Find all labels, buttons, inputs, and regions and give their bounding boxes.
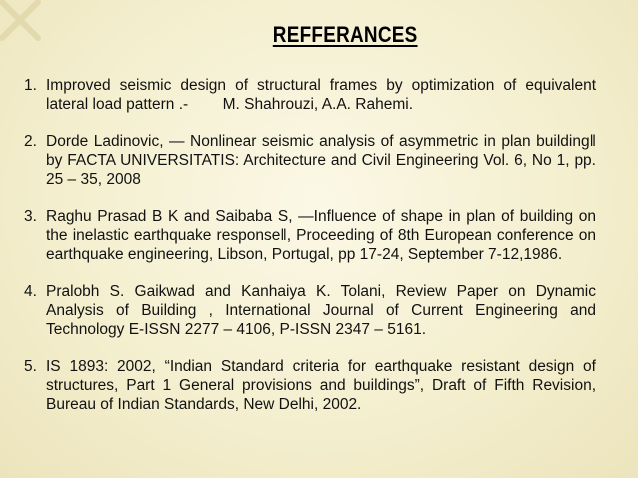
reference-list [24, 76, 601, 432]
reference-number: 4. [24, 283, 37, 300]
reference-number: 5. [24, 358, 37, 375]
reference-number: 1. [24, 77, 37, 94]
reference-number: 2. [24, 133, 37, 150]
page-title: REFFERANCES [272, 22, 418, 47]
reference-text: Pralobh S. Gaikwad and Kanhaiya K. Tolani, Review Paper on Dynamic Analysis of Building , International Journal of Current Engineering and Technology E-ISSN 2277 – 4106, P-ISSN 2347 – 5161. [46, 283, 596, 338]
list-item [24, 132, 596, 189]
reference-text: IS 1893: 2002, “Indian Standard criteria for earthquake resistant design of structures, Part 1 General provisions and buildings”, Draft of Fifth Revision, Bureau of Indian Standards, New Delhi, 2002. [46, 358, 596, 413]
list-item [24, 207, 596, 264]
page-title-container [0, 22, 638, 48]
list-item [24, 76, 601, 114]
list-item [24, 282, 596, 339]
reference-text: Improved seismic design of structural frames by optimization of equivalent lateral load pattern .- M. Shahrouzi, A.A. Rahemi. [46, 77, 601, 113]
reference-text: Dorde Ladinovic, ― Nonlinear seismic analysis of asymmetric in plan building‖ by FACTA UNIVERSITATIS: Architecture and Civil Engineering Vol. 6, No 1, pp. 25 – 35, 2008 [46, 133, 596, 188]
list-item [24, 357, 596, 414]
reference-number: 3. [24, 208, 37, 225]
reference-text: Raghu Prasad B K and Saibaba S, ―Influence of shape in plan of building on the inelastic earthquake response‖, Proceeding of 8th European conference on earthquake engineering, Libson, Portugal, pp 17-24, September 7-12,1986. [46, 208, 596, 263]
